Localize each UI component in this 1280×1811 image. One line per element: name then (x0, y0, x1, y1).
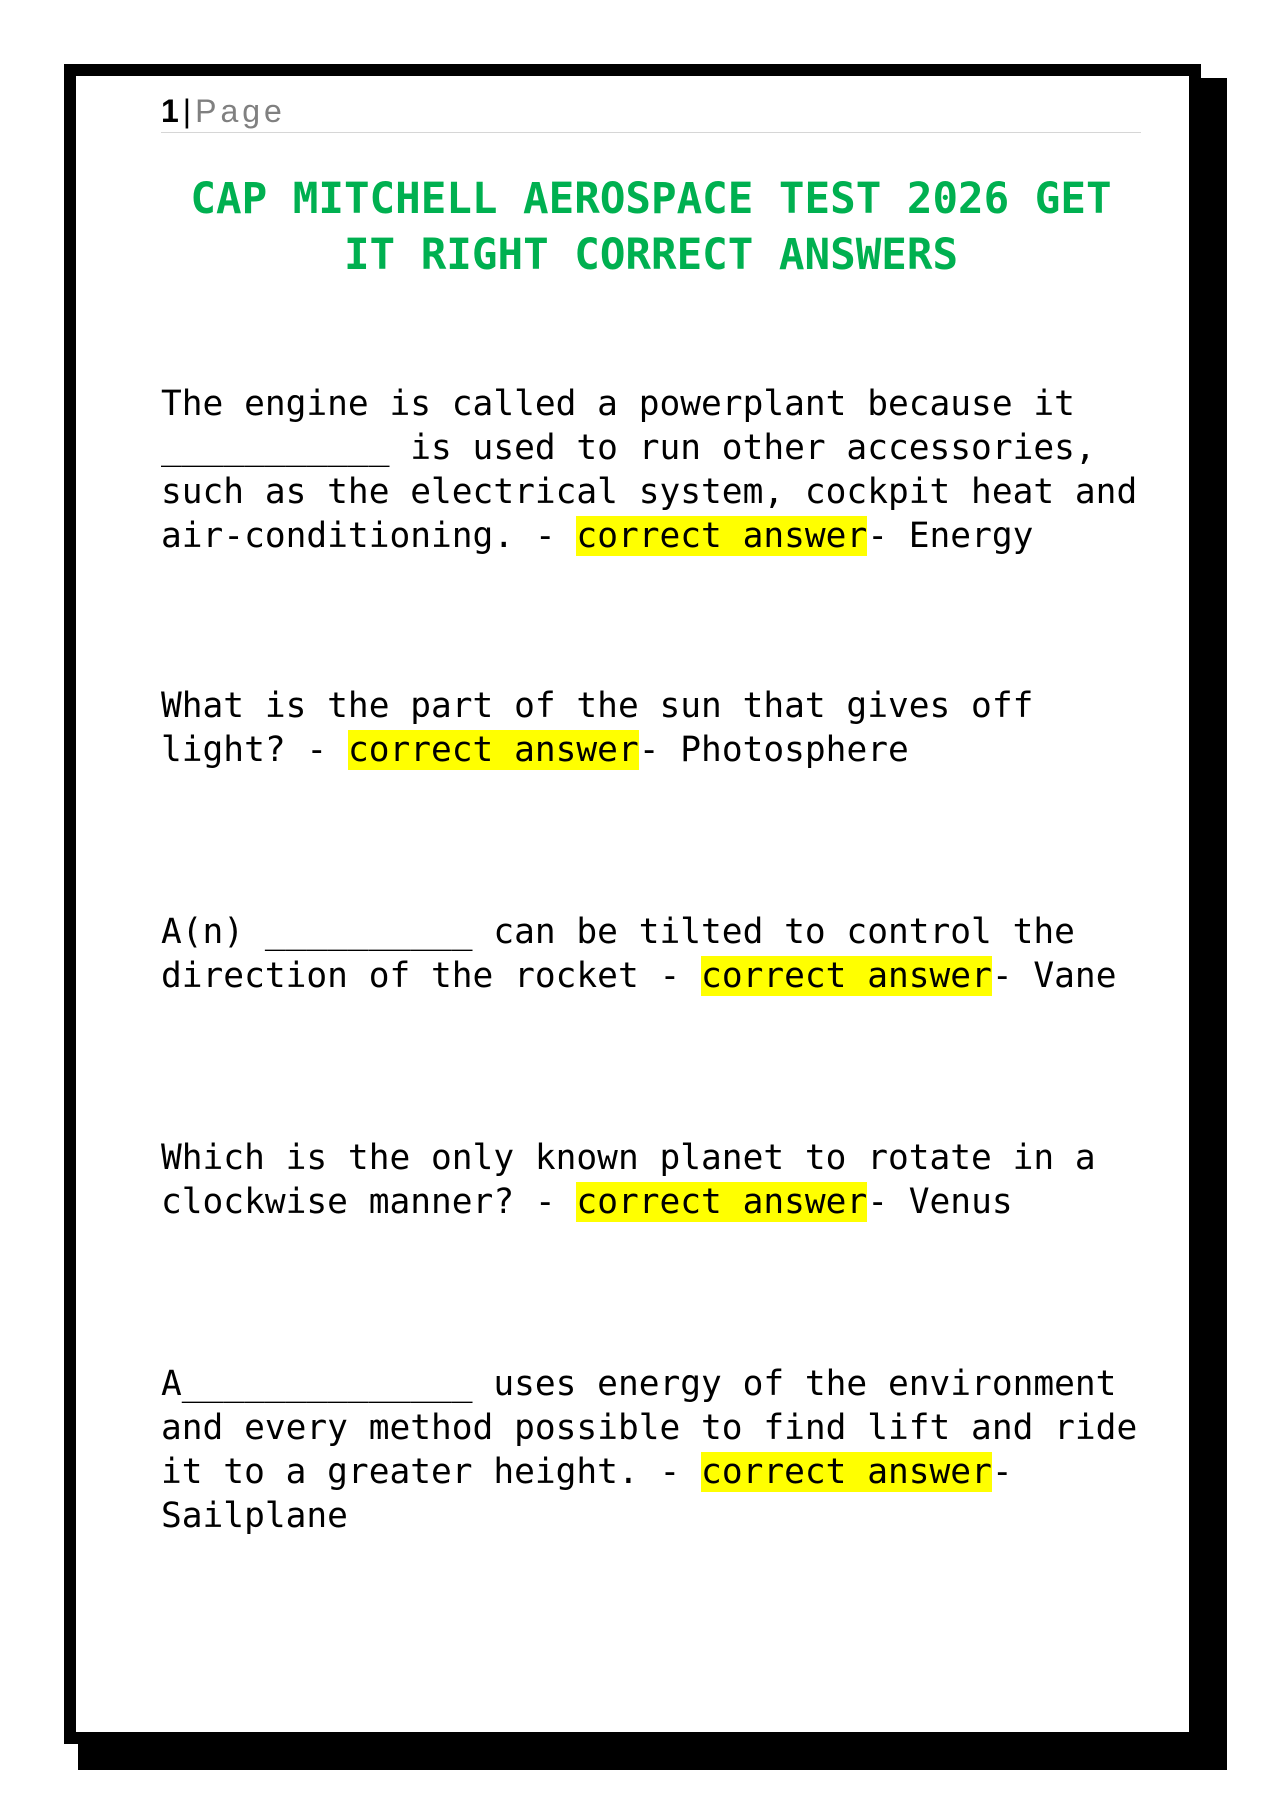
question-text: A______________ uses energy of the environment and every method possible to find lift and ride it to a greater height. - (161, 1364, 1159, 1492)
document-page (64, 64, 1201, 1744)
page-header (161, 90, 1141, 133)
page-label: Page (195, 93, 286, 129)
answer-text: - Sailplane (161, 1452, 1034, 1536)
answer-text: - Venus (867, 1182, 1013, 1222)
page-number: 1 (161, 93, 179, 129)
question-text: The engine is called a powerplant because it ___________ is used to run other accessories, such as the electrical system, cockpit heat and air-conditioning. - (161, 384, 1159, 556)
qa-item-1 (161, 382, 1159, 558)
correct-answer-highlight: correct answer (701, 1452, 992, 1492)
answer-text: - Vane (991, 956, 1117, 996)
correct-answer-highlight: correct answer (347, 730, 639, 770)
correct-answer-highlight: correct answer (576, 1182, 868, 1222)
answer-text: - Energy (867, 516, 1034, 556)
answer-text: - Photosphere (638, 730, 909, 770)
qa-item-2 (161, 684, 1141, 772)
qa-item-5 (161, 1362, 1159, 1538)
question-text: Which is the only known planet to rotate in a clockwise manner? - (161, 1138, 1117, 1222)
correct-answer-highlight: correct answer (576, 516, 868, 556)
qa-item-3 (161, 910, 1141, 998)
qa-item-4 (161, 1136, 1141, 1224)
question-text: A(n) __________ can be tilted to control the direction of the rocket - (161, 912, 1096, 996)
question-text: What is the part of the sun that gives off light? - (161, 686, 1055, 770)
page-separator: | (182, 93, 192, 129)
document-title: CAP MITCHELL AEROSPACE TEST 2026 GET IT RIGHT CORRECT ANSWERS (190, 175, 1112, 280)
correct-answer-highlight: correct answer (701, 956, 992, 996)
